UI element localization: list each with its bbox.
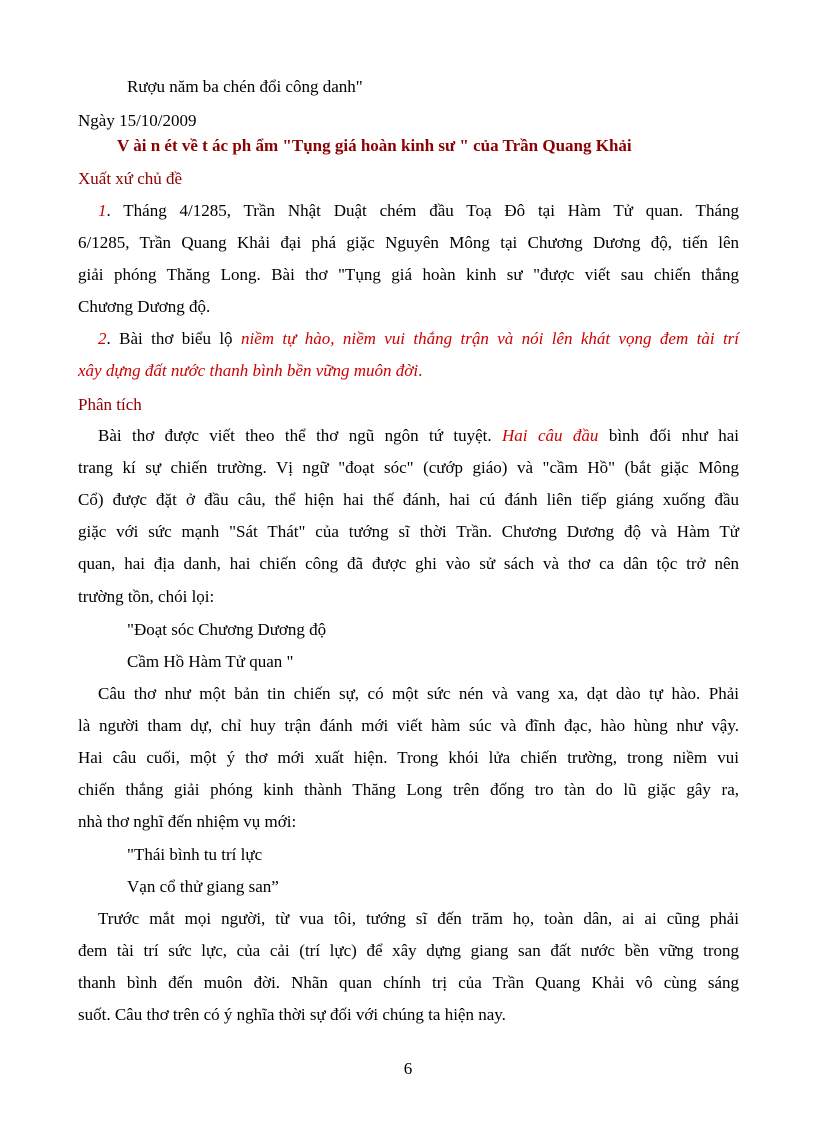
comment-line-4: chiến thắng giải phóng kinh thành Thăng Long trên đống tro tàn do lũ giặc gây ra, [78,780,739,799]
paragraph-1-line-2: 6/1285, Trần Quang Khải đại phá giặc Nguyên Mông tại Chương Dương độ, tiến lên [78,233,739,252]
analysis-line-2: trang kí sự chiến trường. Vị ngữ "đoạt sóc" (cướp giáo) và "cầm Hồ" (bắt giặc Mông [78,458,739,477]
conclusion-line-3: thanh bình đến muôn đời. Nhãn quan chính trị của Trần Quang Khải vô cùng sáng [78,973,739,992]
paragraph-1-line-4: Chương Dương độ. [78,297,211,316]
comment-line-3: Hai câu cuối, một ý thơ mới xuất hiện. Trong khói lửa chiến trường, trong niềm vui [78,748,739,767]
highlight-text: niềm tự hào, niềm vui thắng trận và nói lên khát vọng đem tài trí [240,329,740,348]
paragraph-1-line-1: 1. Tháng 4/1285, Trần Nhật Duật chém đầu Toạ Đô tại Hàm Tử quan. Tháng [98,201,739,220]
poem-line-closing: Rượu năm ba chén đổi công danh" [127,77,363,96]
analysis-line-1: Bài thơ được viết theo thể thơ ngũ ngôn tứ tuyệt. Hai câu đầu bình đối như hai [98,426,739,445]
conclusion-line-1: Trước mắt mọi người, từ vua tôi, tướng sĩ đến trăm họ, toàn dân, ai ai cũng phải [98,909,739,928]
analysis-line-6: trường tồn, chói lọi: [78,587,215,606]
paragraph-1-line-3: giải phóng Thăng Long. Bài thơ "Tụng giá hoàn kinh sư "được viết sau chiến thắng [78,265,739,284]
quote-line-1: "Đoạt sóc Chương Dương độ [127,620,327,639]
quote-line-3: "Thái bình tu trí lực [127,845,263,864]
item-number-2: 2 [98,329,107,348]
analysis-line-5: quan, hai địa danh, hai chiến công đã được ghi vào sử sách và thơ ca dân tộc trở nên [78,554,739,573]
paragraph-2-line-1: 2. Bài thơ biểu lộ niềm tự hào, niềm vui thắng trận và nói lên khát vọng đem tài trí [98,329,740,348]
conclusion-line-4: suốt. Câu thơ trên có ý nghĩa thời sự đối với chúng ta hiện nay. [78,1005,506,1024]
heading-origin: Xuất xứ chủ đề [78,169,183,188]
page-number: 6 [403,1059,413,1078]
highlight-text-cont: xây dựng đất nước thanh bình bền vững muôn đời [78,361,419,380]
comment-line-2: là người tham dự, chỉ huy trận đánh mới viết hàm súc và đĩnh đạc, hào hùng như vậy. [78,716,739,735]
conclusion-line-2: đem tài trí sức lực, của cải (trí lực) để xây dựng giang san đất nước bền vững trong [78,941,739,960]
heading-analysis: Phân tích [78,395,142,414]
paragraph-2-line-2: xây dựng đất nước thanh bình bền vững muôn đời. [78,361,423,380]
date-line: Ngày 15/10/2009 [78,111,197,130]
section-title: V ài n ét về t ác ph ẩm "Tụng giá hoàn kinh sư " của Trần Quang Khải [117,136,632,155]
analysis-line-4: giặc với sức mạnh "Sát Thát" của tướng sĩ thời Trần. Chương Dương độ và Hàm Tử [78,522,739,541]
comment-line-1: Câu thơ như một bản tin chiến sự, có một sức nén và vang xa, dạt dào tự hào. Phải [98,684,739,703]
item-number-1: 1 [98,201,107,220]
highlight-two-lines: Hai câu đầu [502,426,599,445]
quote-line-2: Cầm Hồ Hàm Tử quan " [127,652,294,671]
quote-line-4: Vạn cổ thử giang san” [127,877,279,896]
comment-line-5: nhà thơ nghĩ đến nhiệm vụ mới: [78,812,297,831]
analysis-line-3: Cổ) được đặt ở đầu câu, thể hiện hai thế đánh, hai cú đánh liên tiếp giáng xuống đầu [78,490,739,509]
